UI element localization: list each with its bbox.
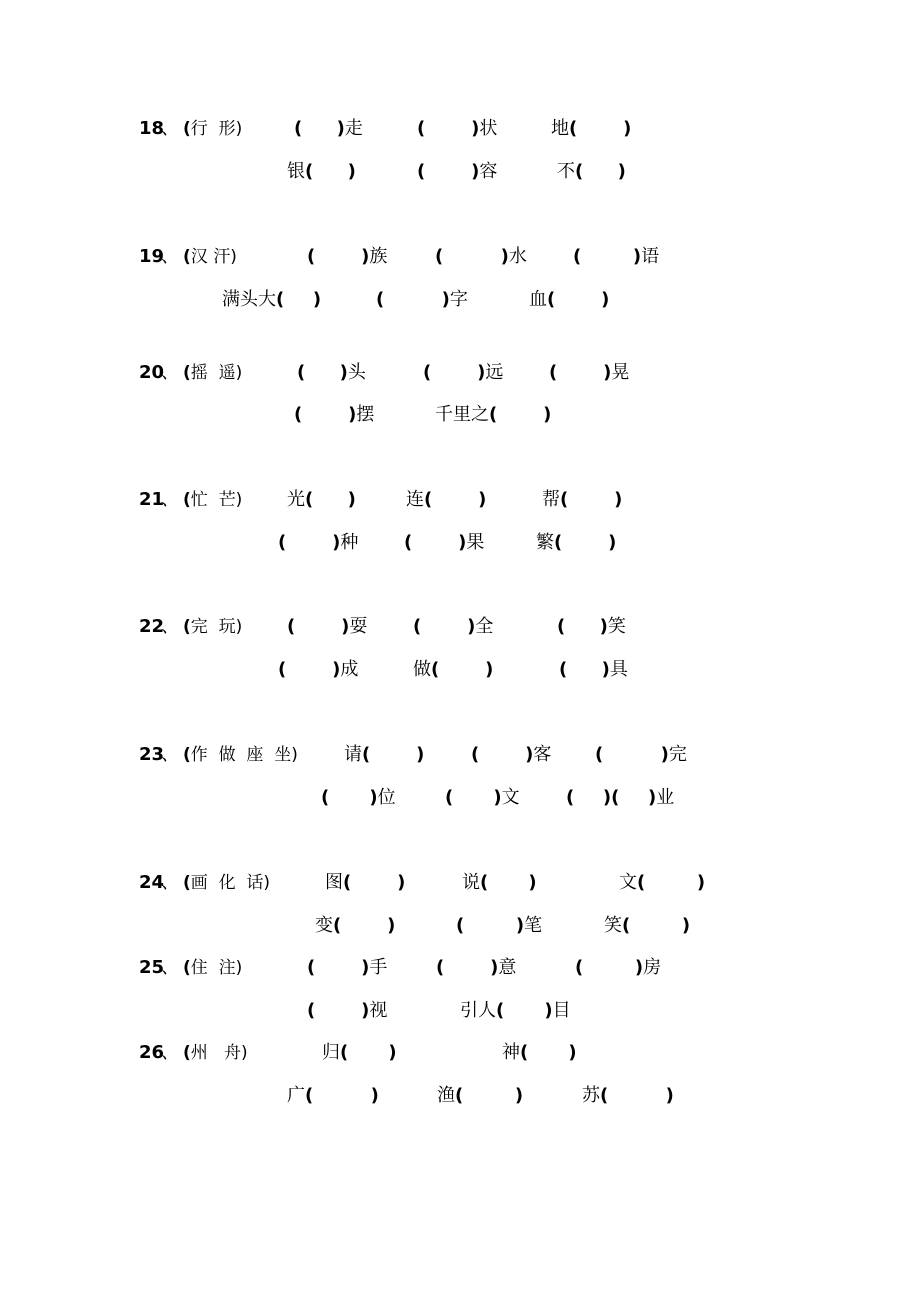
blank-item[interactable]: 渔( ) — [437, 1085, 524, 1106]
blank-item[interactable]: ( )具 — [559, 659, 628, 680]
blank-item[interactable]: ( )文 — [445, 787, 520, 808]
blank-item[interactable]: 繁( ) — [536, 532, 617, 553]
blank-item[interactable]: 请( ) — [344, 744, 425, 765]
blank-item[interactable]: ( )字 — [376, 289, 468, 310]
char-hint: (忙 芒) — [183, 490, 243, 510]
separator: 、 — [161, 616, 179, 637]
question-number: 21 — [139, 489, 165, 510]
question-number: 25 — [139, 957, 165, 978]
blank-item[interactable]: ( )全 — [413, 616, 494, 637]
blank-item[interactable]: ( )笔 — [456, 915, 543, 936]
question-number: 19 — [139, 246, 165, 267]
blank-item[interactable]: ( )手 — [307, 957, 388, 978]
blank-item[interactable]: ( )种 — [278, 532, 359, 553]
blank-item[interactable]: ( )视 — [307, 1000, 388, 1021]
blank-item[interactable]: ( )位 — [321, 787, 396, 808]
blank-item[interactable]: ( )成 — [278, 659, 359, 680]
blank-item[interactable]: ( )容 — [417, 161, 498, 182]
separator: 、 — [161, 1042, 179, 1063]
blank-item[interactable]: 地( ) — [551, 118, 632, 139]
blank-item[interactable]: ( )( )业 — [566, 787, 675, 808]
separator: 、 — [161, 872, 179, 893]
char-hint: (完 玩) — [183, 617, 243, 637]
question-number: 24 — [139, 872, 165, 893]
blank-item[interactable]: 说( ) — [462, 872, 537, 893]
separator: 、 — [161, 362, 179, 383]
blank-item[interactable]: 满头大( ) — [222, 289, 322, 310]
blank-item[interactable]: 变( ) — [315, 915, 396, 936]
blank-item[interactable]: ( )摆 — [294, 404, 375, 425]
separator: 、 — [161, 118, 179, 139]
char-hint: (州 舟) — [183, 1043, 248, 1063]
blank-item[interactable]: 不( ) — [557, 161, 626, 182]
blank-item[interactable]: 图( ) — [325, 872, 406, 893]
blank-item[interactable]: ( )晃 — [549, 362, 630, 383]
blank-item[interactable]: 光( ) — [287, 489, 356, 510]
blank-item[interactable]: 神( ) — [502, 1042, 577, 1063]
blank-item[interactable]: ( )意 — [436, 957, 517, 978]
blank-item[interactable]: ( )果 — [404, 532, 485, 553]
blank-item[interactable]: ( )族 — [307, 246, 388, 267]
char-hint: (行 形) — [183, 119, 243, 139]
blank-item[interactable]: 广( ) — [287, 1085, 379, 1106]
separator: 、 — [161, 246, 179, 267]
blank-item[interactable]: ( )远 — [423, 362, 504, 383]
char-hint: (作 做 座 坐) — [183, 745, 298, 765]
blank-item[interactable]: ( )完 — [595, 744, 687, 765]
question-number: 23 — [139, 744, 165, 765]
char-hint: (住 注) — [183, 958, 243, 978]
blank-item[interactable]: 银( ) — [287, 161, 356, 182]
blank-item[interactable]: 帮( ) — [542, 489, 623, 510]
blank-item[interactable]: ( )客 — [471, 744, 552, 765]
char-hint: (汉 汗) — [183, 247, 237, 267]
blank-item[interactable]: ( )语 — [573, 246, 660, 267]
blank-item[interactable]: 千里之( ) — [435, 404, 552, 425]
blank-item[interactable]: 归( ) — [322, 1042, 397, 1063]
blank-item[interactable]: 苏( ) — [582, 1085, 674, 1106]
blank-item[interactable]: 血( ) — [529, 289, 610, 310]
question-number: 22 — [139, 616, 165, 637]
char-hint: (摇 遥) — [183, 363, 243, 383]
blank-item[interactable]: 做( ) — [413, 659, 494, 680]
blank-item[interactable]: ( )头 — [297, 362, 366, 383]
blank-item[interactable]: ( )房 — [575, 957, 662, 978]
blank-item[interactable]: 笑( ) — [604, 915, 691, 936]
blank-item[interactable]: ( )耍 — [287, 616, 368, 637]
question-number: 20 — [139, 362, 165, 383]
blank-item[interactable]: ( )状 — [417, 118, 498, 139]
blank-item[interactable]: 文( ) — [619, 872, 706, 893]
question-number: 18 — [139, 118, 165, 139]
blank-item[interactable]: 连( ) — [406, 489, 487, 510]
blank-item[interactable]: ( )笑 — [557, 616, 626, 637]
separator: 、 — [161, 489, 179, 510]
blank-item[interactable]: 引人( )目 — [460, 1000, 571, 1021]
char-hint: (画 化 话) — [183, 873, 271, 893]
question-number: 26 — [139, 1042, 165, 1063]
separator: 、 — [161, 744, 179, 765]
blank-item[interactable]: ( )水 — [435, 246, 527, 267]
blank-item[interactable]: ( )走 — [294, 118, 363, 139]
separator: 、 — [161, 957, 179, 978]
